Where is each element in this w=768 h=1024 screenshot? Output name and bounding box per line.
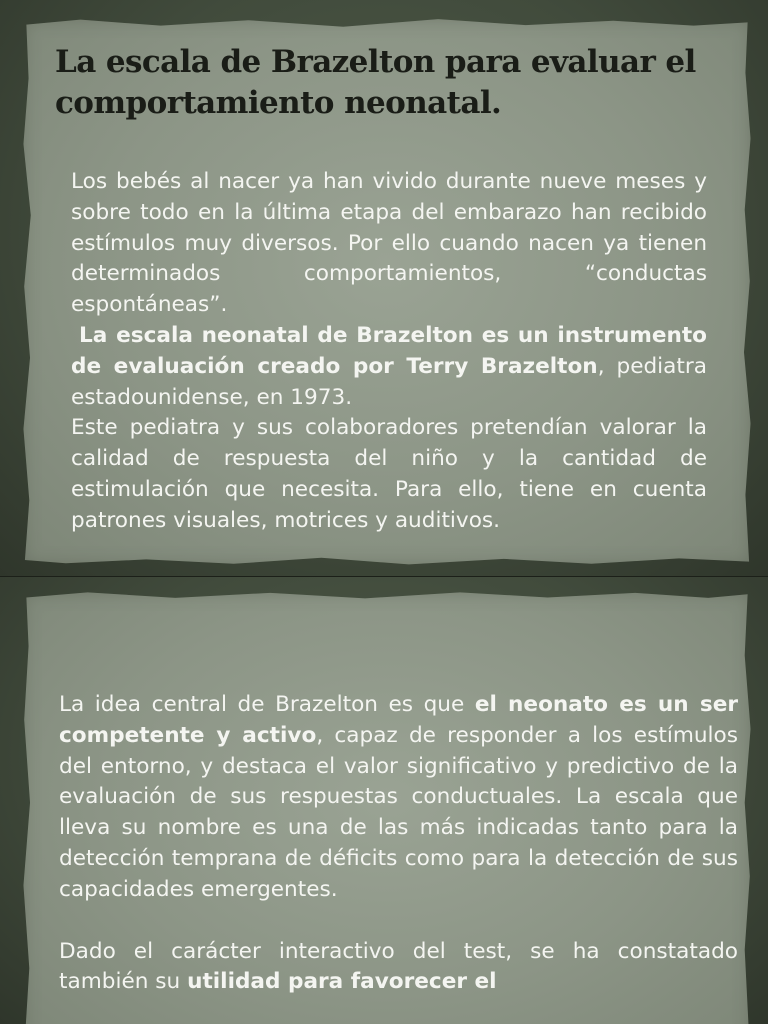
slide-2-body bbox=[59, 690, 738, 998]
bold-central-idea: el neonato es un ser competente y activo bbox=[59, 692, 738, 748]
central-idea-after: , capaz de responder a los estímulos del entorno, y destaca el valor significativo y predictivo de la evaluación de sus respuestas conductuales. La escala que lleva su nombre es una de las más indicadas tanto para la detección temprana de déficits como para la detección de sus capacidades emergentes. bbox=[59, 722, 738, 902]
slide-title: La escala de Brazelton para evaluar el comportamiento neonatal. bbox=[55, 44, 696, 121]
paragraph-interactive bbox=[59, 937, 738, 999]
bold-definition: La escala neonatal de Brazelton es un instrumento de evaluación creado por Terry Brazelton bbox=[71, 322, 707, 379]
paragraph-central-idea bbox=[59, 690, 738, 906]
interactive-before: Dado el carácter interactivo del test, se ha constatado también su bbox=[59, 938, 738, 995]
bold-utility: utilidad para favorecer el bbox=[187, 969, 497, 995]
paragraph-purpose: Este pediatra y sus colaboradores pretendían valorar la calidad de respuesta del niño y la cantidad de estimulación que necesita. Para ello, tiene en cuenta patrones visuales, motrices y auditivos. bbox=[71, 415, 707, 533]
paragraph-definition bbox=[71, 321, 707, 413]
slide-1-body bbox=[71, 167, 707, 537]
paragraph-intro: Los bebés al nacer ya han vivido durante nueve meses y sobre todo en la última etapa del embarazo han recibido estímulos muy diversos. Por ello cuando nacen ya tienen determinados comportamientos, “conductas espontáneas”. bbox=[71, 169, 707, 318]
definition-rest: , pediatra estadounidense, en 1973. bbox=[71, 353, 707, 410]
central-idea-before: La idea central de Brazelton es que bbox=[59, 692, 475, 717]
